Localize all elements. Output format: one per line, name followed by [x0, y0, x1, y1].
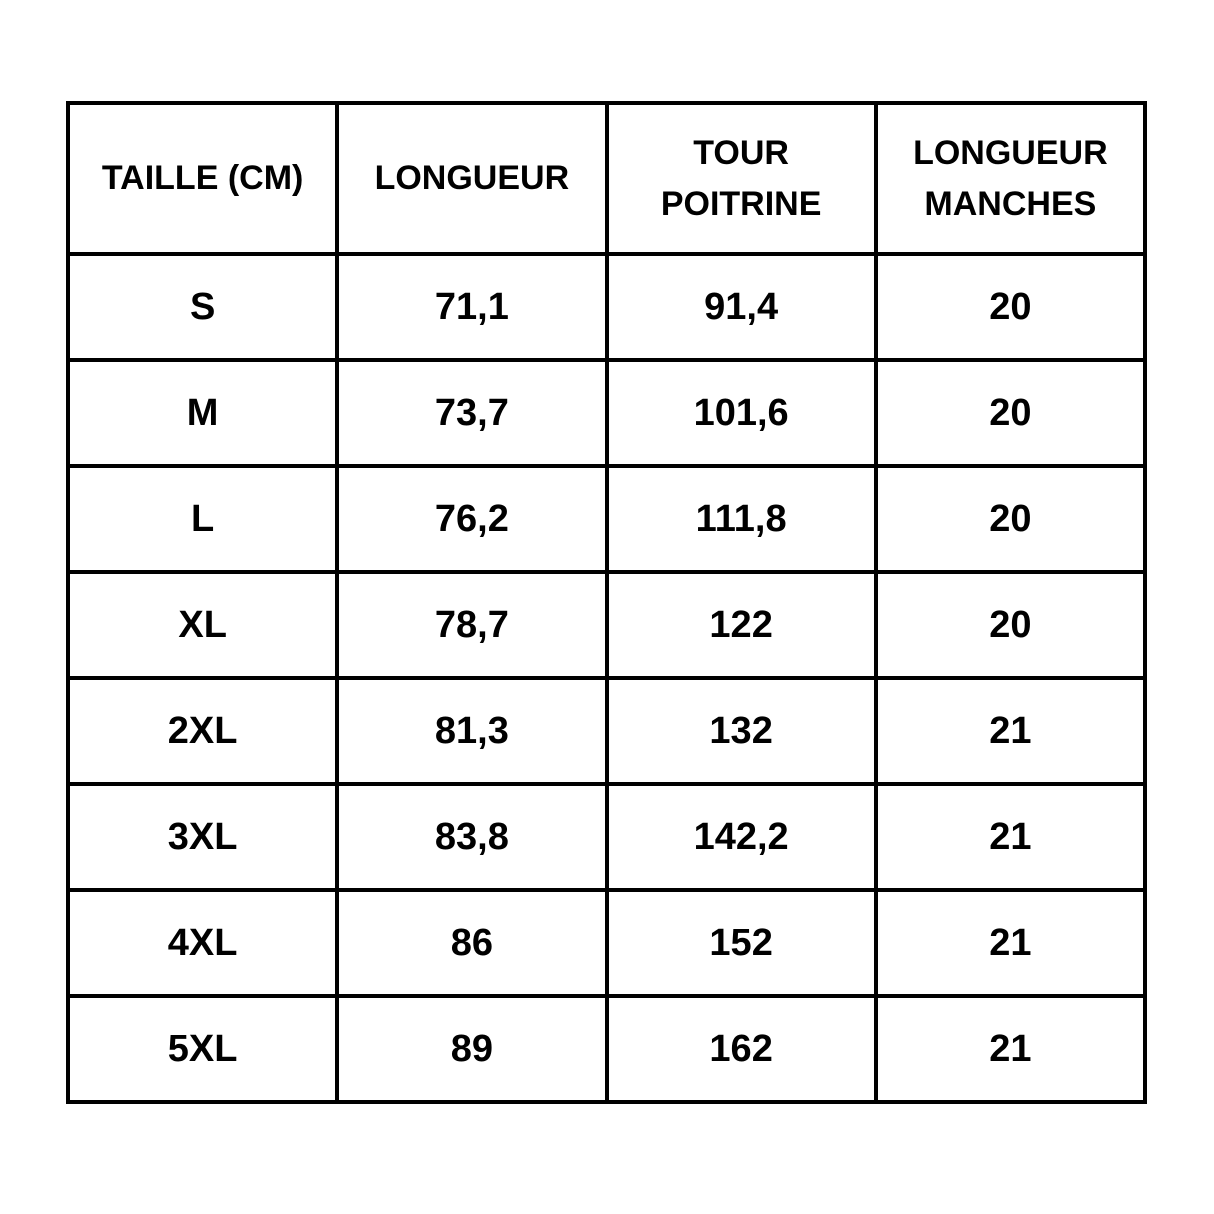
cell-tour-poitrine: 91,4 — [607, 254, 876, 360]
cell-longueur-manches: 20 — [876, 360, 1145, 466]
cell-longueur-manches: 20 — [876, 254, 1145, 360]
size-chart-header — [68, 103, 1145, 254]
cell-tour-poitrine: 101,6 — [607, 360, 876, 466]
cell-tour-poitrine: 122 — [607, 572, 876, 678]
cell-longueur-manches: 21 — [876, 678, 1145, 784]
cell-longueur: 71,1 — [337, 254, 606, 360]
cell-longueur-manches: 20 — [876, 572, 1145, 678]
cell-tour-poitrine: 111,8 — [607, 466, 876, 572]
cell-size: XL — [68, 572, 337, 678]
cell-size: 2XL — [68, 678, 337, 784]
cell-longueur: 76,2 — [337, 466, 606, 572]
cell-longueur: 81,3 — [337, 678, 606, 784]
cell-size: M — [68, 360, 337, 466]
table-row-4xl — [68, 890, 1145, 996]
column-header-longueur: LONGUEUR — [337, 103, 606, 254]
column-header-longueur-manches: LONGUEUR MANCHES — [876, 103, 1145, 254]
cell-size: 4XL — [68, 890, 337, 996]
cell-longueur: 86 — [337, 890, 606, 996]
size-chart-table — [66, 101, 1147, 1104]
cell-size: 5XL — [68, 996, 337, 1102]
size-chart-body — [68, 254, 1145, 1102]
cell-longueur: 83,8 — [337, 784, 606, 890]
cell-tour-poitrine: 132 — [607, 678, 876, 784]
cell-longueur: 78,7 — [337, 572, 606, 678]
cell-tour-poitrine: 162 — [607, 996, 876, 1102]
cell-tour-poitrine: 142,2 — [607, 784, 876, 890]
cell-size: 3XL — [68, 784, 337, 890]
table-row-2xl — [68, 678, 1145, 784]
table-row-l — [68, 466, 1145, 572]
cell-tour-poitrine: 152 — [607, 890, 876, 996]
table-row-m — [68, 360, 1145, 466]
cell-longueur-manches: 21 — [876, 996, 1145, 1102]
cell-size: S — [68, 254, 337, 360]
table-row-3xl — [68, 784, 1145, 890]
cell-longueur-manches: 20 — [876, 466, 1145, 572]
table-row-s — [68, 254, 1145, 360]
cell-longueur-manches: 21 — [876, 784, 1145, 890]
cell-longueur-manches: 21 — [876, 890, 1145, 996]
column-header-taille: TAILLE (CM) — [68, 103, 337, 254]
header-row — [68, 103, 1145, 254]
table-row-xl — [68, 572, 1145, 678]
table-row-5xl — [68, 996, 1145, 1102]
cell-longueur: 73,7 — [337, 360, 606, 466]
cell-longueur: 89 — [337, 996, 606, 1102]
cell-size: L — [68, 466, 337, 572]
column-header-tour-poitrine: TOUR POITRINE — [607, 103, 876, 254]
